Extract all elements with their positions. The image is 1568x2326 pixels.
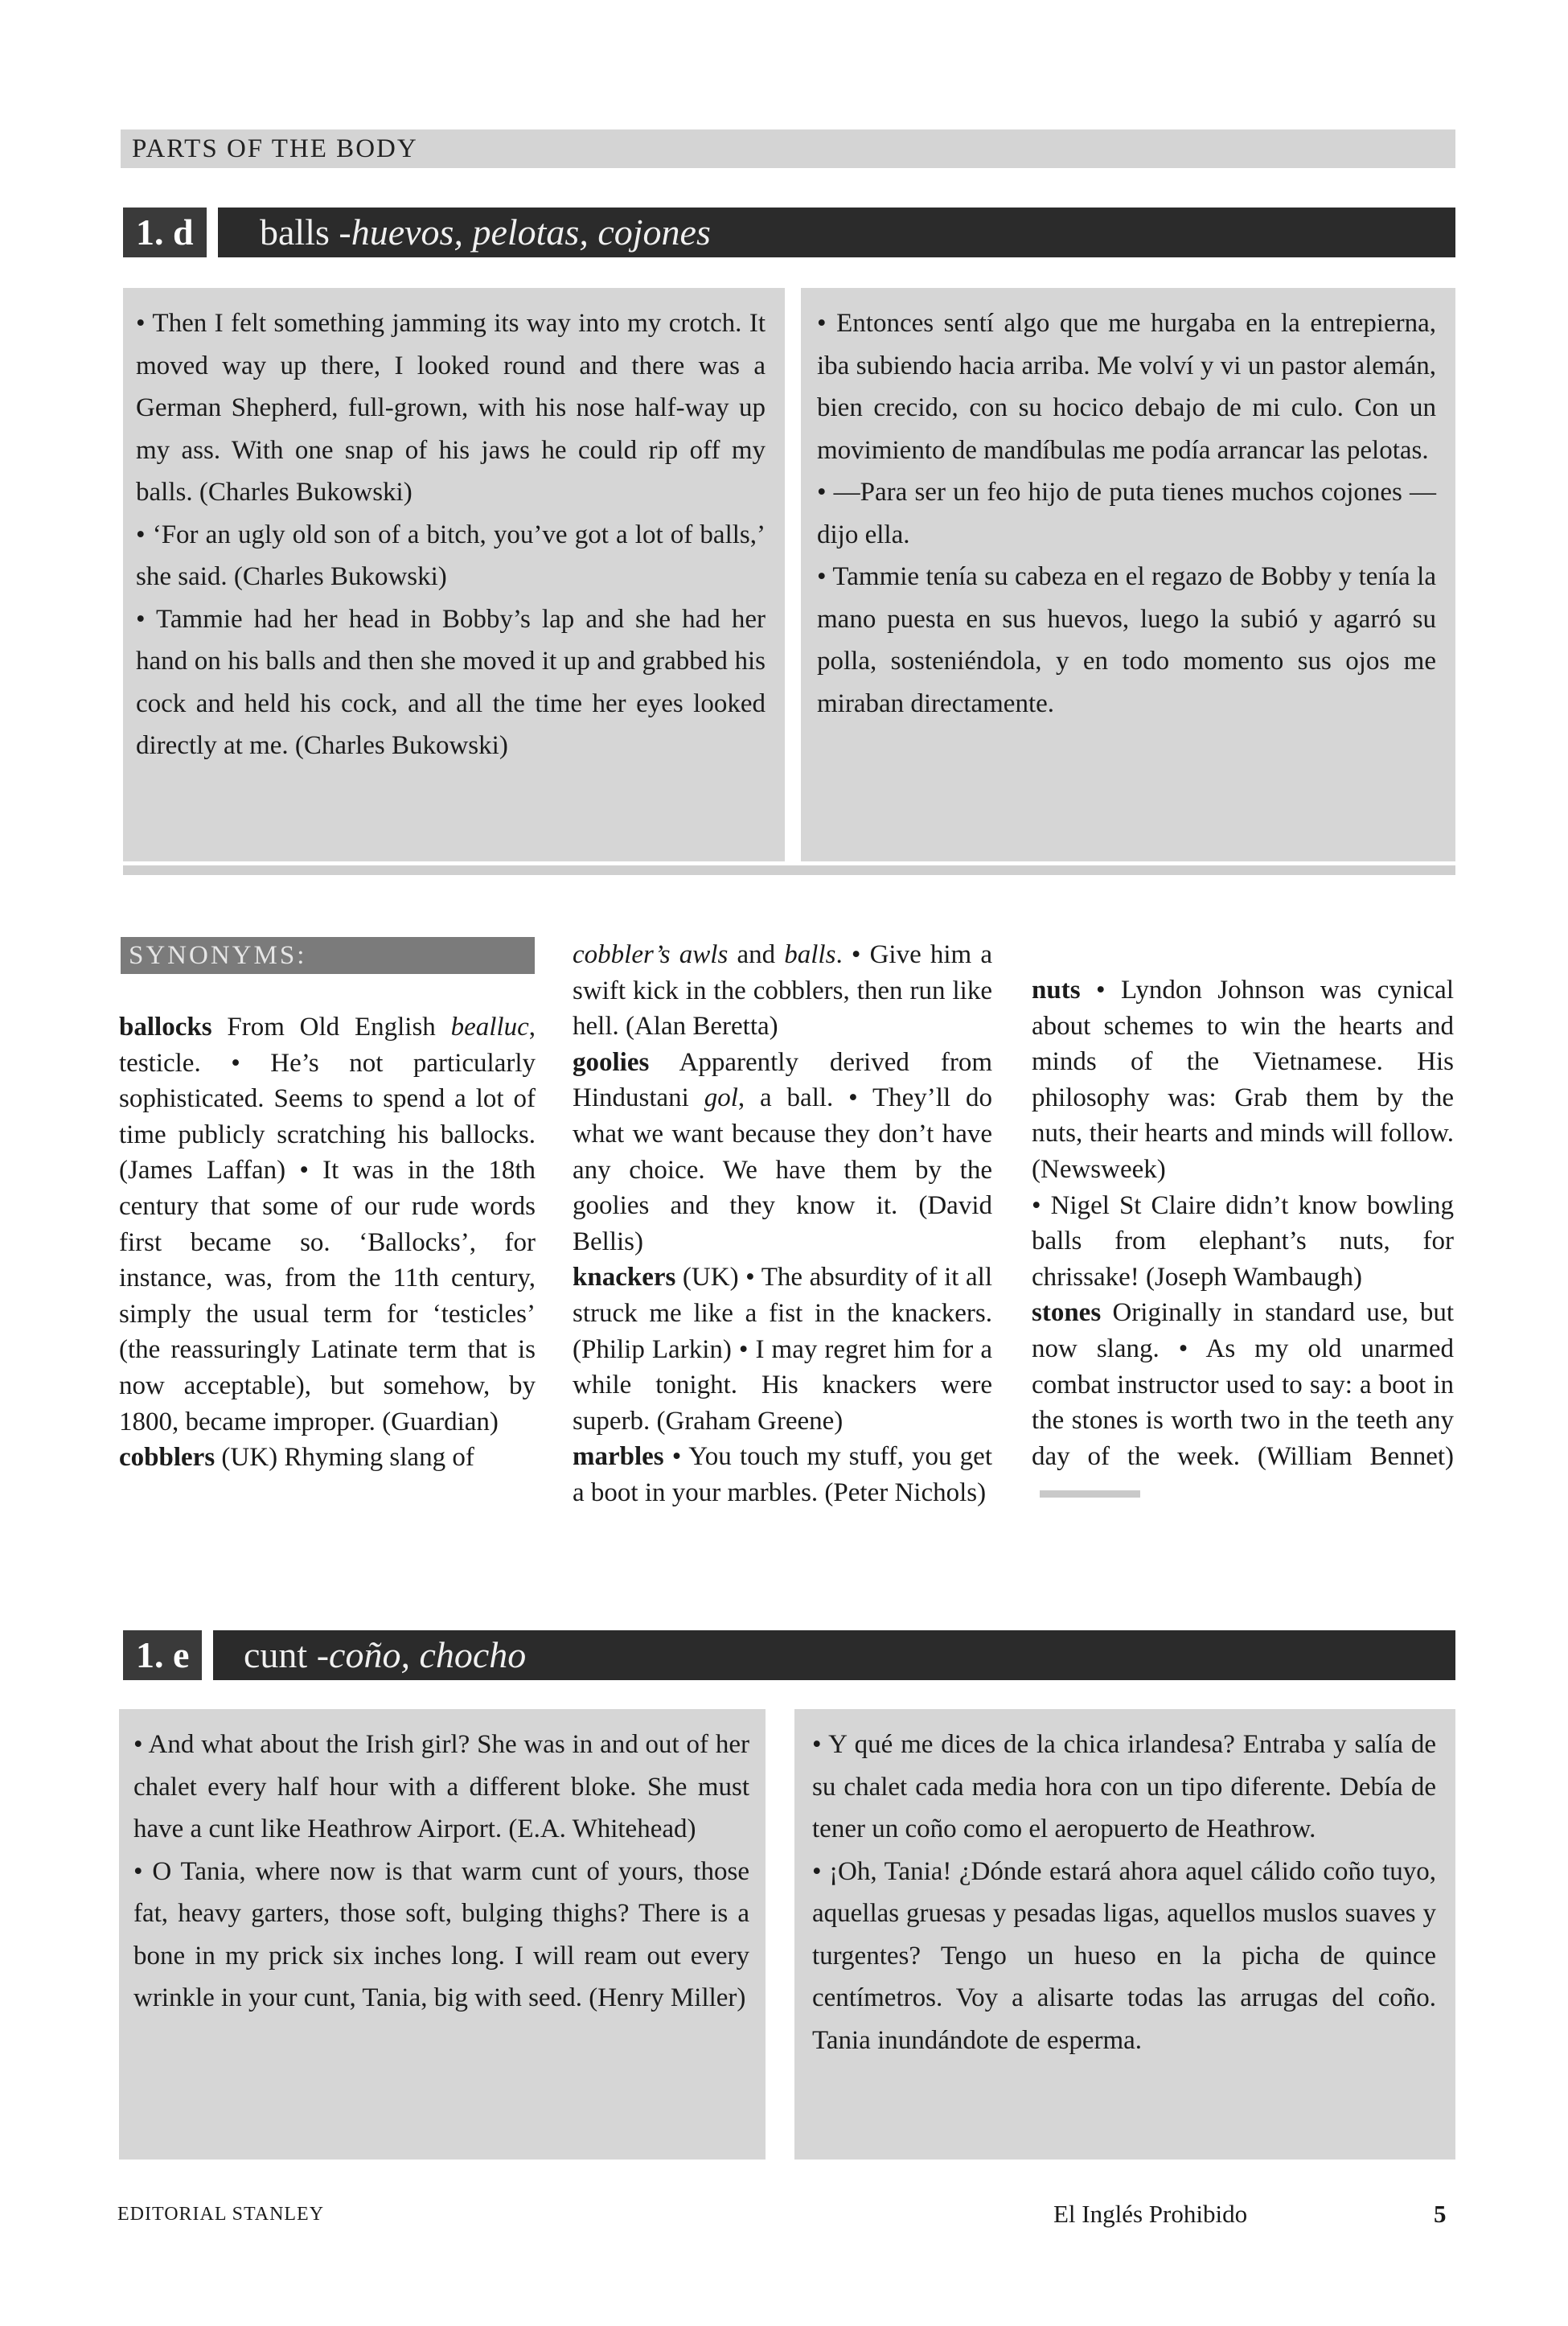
footer-book-title: El Inglés Prohibido [1053,2200,1248,2228]
entry-term-english: cunt [244,1634,308,1675]
footer-publisher: EDITORIAL STANLEY [117,2204,325,2225]
synonym-etymology: bealluc [450,1013,529,1042]
entry-header-cunt [123,1630,1455,1680]
entry-term-english: balls [260,212,330,253]
synonym-term: stones [1032,1298,1102,1328]
synonym-term: knackers [573,1263,676,1292]
example-es: • —Para ser un feo hijo de puta tienes muchos cojones —dijo ella. [817,478,1436,549]
synonym-cobblers-cont [573,937,992,1045]
synonym-text: • Lyndon Johnson was cynical about schemes to win the hearts and minds of the Vietnamese. His philosophy was: Grab them by the nuts, their hearts and minds will follow. (Newsweek) [1032,976,1454,1184]
synonym-nuts [1032,972,1454,1188]
synonym-text: and [728,940,785,969]
synonym-cobblers [119,1440,536,1476]
example-en: • And what about the Irish girl? She was in and out of her chalet every half hour with a different bloke. She must have a cunt like Heathrow Airport. (E.A. Whitehead) [133,1730,749,1843]
synonym-goolies [573,1045,992,1260]
example-en: • ‘For an ugly old son of a bitch, you’ve got a lot of balls,’ she said. (Charles Bukowski) [136,520,766,591]
synonym-ballocks [119,1009,536,1440]
synonyms-column-2 [573,937,992,1511]
synonym-term: goolies [573,1047,650,1077]
example-es: • Entonces sentí algo que me hurgaba en la entrepierna, iba subiendo hacia arriba. Me volví y vi un pastor alemán, bien crecido, con su hocico debajo de mi culo. Con un movimiento de mandíbulas me podía arrancar las pelotas. [817,309,1436,465]
section-header: PARTS OF THE BODY [121,129,1455,168]
synonym-text: Originally in standard use, but now slang. • As my old unarmed combat instructor used to say: a boot in the stones is worth two in the teeth any day of the week. (William Bennet) [1032,1298,1454,1471]
example-es: • ¡Oh, Tania! ¿Dónde estará ahora aquel cálido coño tuyo, aquellas gruesas y pesadas ligas, aquellos muslos suaves y turgentes? Tengo un hueso en la picha de quince centímetros. Voy a alisarte todas las arrugas del coño. Tania inundándote de esperma. [812,1856,1436,2055]
english-examples-box [119,1709,766,2160]
synonym-stones [1032,1295,1454,1510]
synonym-term: cobblers [119,1443,215,1473]
synonym-text: From Old English [211,1013,451,1042]
entry-number: 1. e [123,1630,213,1680]
synonym-text: , testicle. • He’s not particularly sophisticated. Seems to spend a lot of time publicly scratching his ballocks. (James Laffan) • It was in the 18th century that some of our rude words first became so. ‘Ballocks’, for instance, was, from the 11th century, simply the usual term for ‘testicles’ (the reassuringly Latinate term that is now acceptable), but somehow, by 1800, became improper. (Guardian) [119,1013,536,1436]
synonym-etymology: gol [704,1083,738,1113]
synonym-text: • You touch my stuff, you get a boot in your marbles. (Peter Nichols) [573,1442,992,1507]
synonym-text: Apparently derived from Hindustani [573,1047,992,1113]
example-es: • Tammie tenía su cabeza en el regazo de Bobby y tenía la mano puesta en sus huevos, luego la subió y agarró su polla, sosteniéndola, y en todo momento sus ojos me miraban directamente. [817,562,1436,718]
spanish-examples-box [794,1709,1455,2160]
synonym-nuts-example: • Nigel St Claire didn’t know bowling balls from elephant’s nuts, for chrissake! (Joseph Wambaugh) [1032,1190,1454,1292]
synonym-term: nuts [1032,976,1081,1005]
synonym-marbles [573,1439,992,1510]
synonym-term: ballocks [119,1013,212,1042]
synonym-text: cobbler’s awls [573,940,729,969]
entry-number: 1. d [123,208,218,257]
example-en: • O Tania, where now is that warm cunt of yours, those fat, heavy garters, those soft, bulging thighs? There is a bone in my prick six inches long. I will ream out every wrinkle in your cunt, Tania, big with seed. (Henry Miller) [133,1856,749,2012]
example-en: • Then I felt something jamming its way into my crotch. It moved way up there, I looked round and there was a German Shepherd, full-grown, with his nose half-way up my ass. With one snap of his jaws he could rip off my balls. (Charles Bukowski) [136,309,766,507]
end-rule [1040,1490,1140,1498]
example-es: • Y qué me dices de la chica irlandesa? Entraba y salía de su chalet cada media hora con un tipo diferente. Debía de tener un coño como el aeropuerto de Heathrow. [812,1730,1436,1843]
example-en: • Tammie had her head in Bobby’s lap and she had her hand on his balls and then she moved it up and grabbed his cock and held his cock, and all the time her eyes looked directly at me. (Charles Bukowski) [136,604,766,760]
entry-term-spanish: -huevos, pelotas, cojones [339,212,711,253]
synonyms-column-1 [119,1009,536,1476]
synonym-text: balls [784,940,836,969]
entry-header-balls [123,208,1455,257]
synonym-text: . • Give him a swift kick in the cobblers, then run like hell. (Alan Beretta) [573,940,993,1042]
entry-title [260,208,711,257]
synonym-text: , a ball. • They’ll do what we want because they don’t have any choice. We have them by the goolies and they know it. (David Bellis) [573,1083,993,1256]
synonyms-column-3 [1032,972,1454,1510]
spanish-examples-box [801,288,1455,861]
synonym-term: marbles [573,1442,664,1472]
entry-title [244,1630,526,1680]
box-divider [123,865,1455,875]
entry-term-spanish: -coño, chocho [316,1634,527,1675]
synonym-text: (UK) • The absurdity of it all struck me like a fist in the knackers. (Philip Larkin) • I may regret him for a while tonight. His knackers were superb. (Graham Greene) [573,1263,992,1436]
english-examples-box [123,288,785,861]
synonym-text: (UK) Rhyming slang of [215,1443,474,1473]
synonym-knackers [573,1260,992,1439]
footer-page-number: 5 [1434,2200,1447,2228]
synonyms-label: SYNONYMS: [121,937,535,974]
